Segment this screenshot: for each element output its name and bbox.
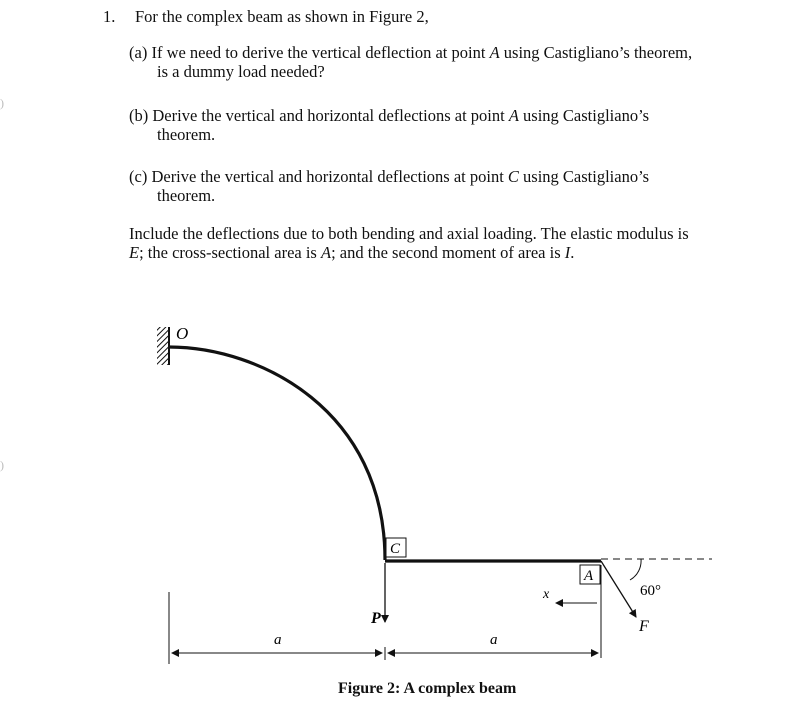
part-b-text-end: using Castigliano’s [518,106,650,125]
label-c: C [390,541,401,557]
label-a: A [584,568,594,584]
part-c-label: (c) [129,167,148,186]
part-a-text: If we need to derive the vertical deflection at point [151,43,490,62]
edge-mark-1: ) [0,96,4,110]
figure-caption: Figure 2: A complex beam [338,680,517,697]
fixed-support-icon [157,327,169,365]
force-f-arrow [601,561,636,617]
part-c-line-2: theorem. [157,186,216,205]
part-c-point: C [507,167,519,186]
question-number: 1. [103,7,116,26]
area-symbol: A [320,243,332,262]
angle-arc [630,559,641,580]
part-b-label: (b) [129,106,149,125]
modulus-symbol: E [129,243,140,262]
label-f: F [639,618,649,635]
include-line-2-part-b: ; the cross-sectional area is [139,243,321,262]
curved-beam [169,347,385,560]
part-a-line-2: is a dummy load needed? [157,62,325,81]
include-line-2-part-d: ; and the second moment of area is [331,243,565,262]
part-a-point: A [489,43,500,62]
inertia-symbol: I [564,243,571,262]
include-line-1: Include the deflections due to both bending and axial loading. The elastic modulus is [129,224,689,243]
part-c-text: Derive the vertical and horizontal deflections at point [151,167,508,186]
label-a-right-dimension: a [490,632,498,648]
part-a-text-end: using Castigliano’s theorem, [499,43,693,62]
label-x: x [543,587,550,602]
part-c-text-end: using Castigliano’s [518,167,650,186]
question-intro: For the complex beam as shown in Figure 2, [135,7,429,26]
part-b-point: A [508,106,519,125]
label-o: O [176,324,189,343]
part-b-text: Derive the vertical and horizontal deflections at point [152,106,509,125]
edge-mark-2: ) [0,458,4,472]
part-a-label: (a) [129,43,148,62]
label-a-left-dimension: a [274,632,282,648]
include-line-2-part-f: . [570,243,575,262]
label-angle: 60° [640,583,661,599]
label-p: P [371,610,381,627]
part-b-line-2: theorem. [157,125,216,144]
